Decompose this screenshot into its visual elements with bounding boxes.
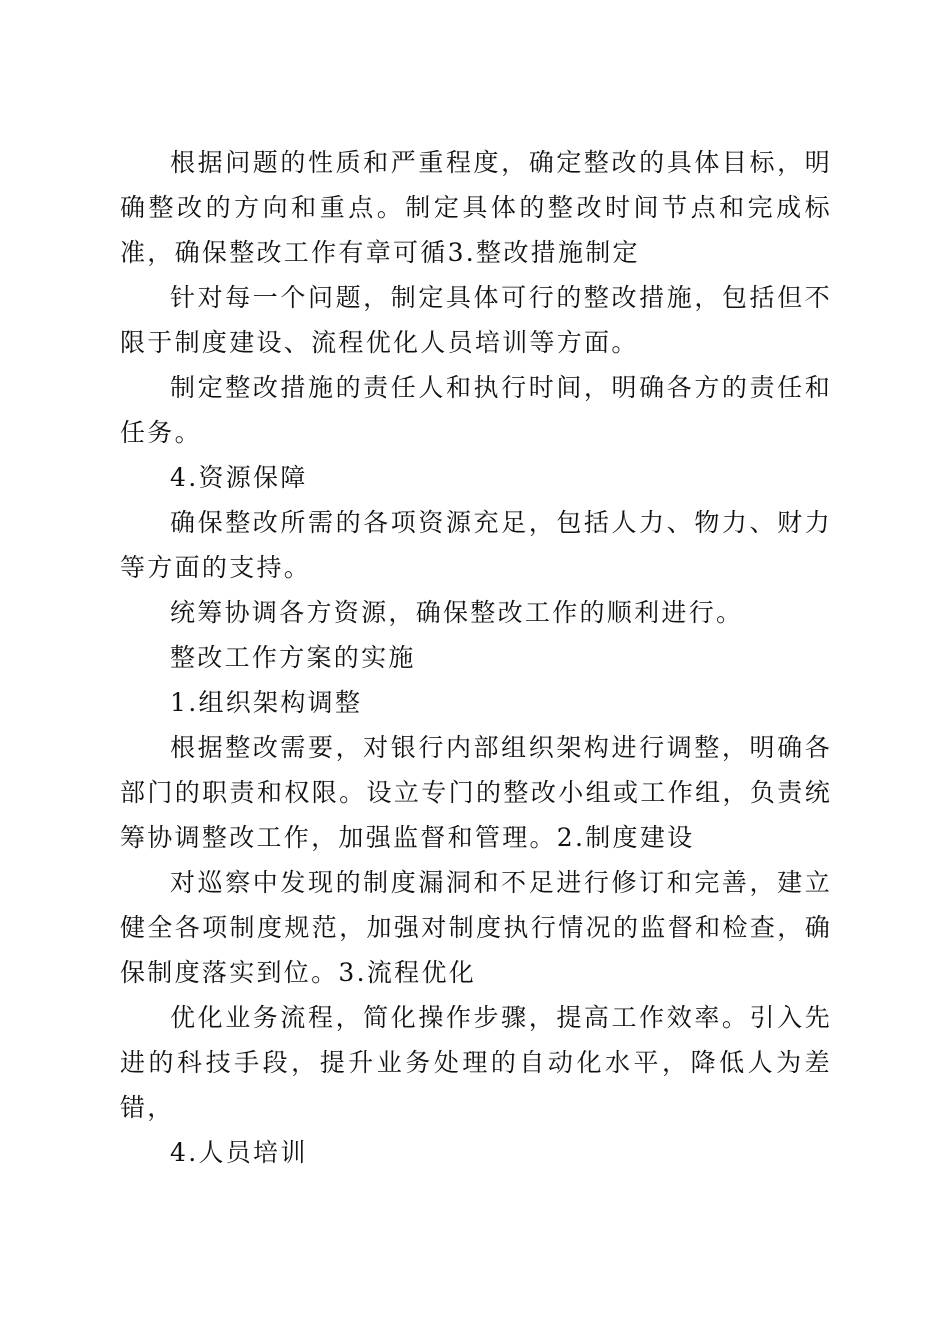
heading-staff-training: 4.人员培训 bbox=[170, 1138, 308, 1167]
heading-implementation: 整改工作方案的实施 bbox=[170, 643, 416, 672]
paragraph-resources: 确保整改所需的各项资源充足，包括人力、物力、财力等方面的支持。 bbox=[120, 508, 832, 582]
paragraph-process-optimization: 优化业务流程，简化操作步骤，提高工作效率。引入先进的科技手段，提升业务处理的自动化水平，降低人为差错， bbox=[120, 1003, 832, 1122]
heading-org-structure: 1.组织架构调整 bbox=[170, 688, 363, 717]
paragraph-goals: 根据问题的性质和严重程度，确定整改的具体目标，明确整改的方向和重点。制定具体的整改时间节点和完成标准，确保整改工作有章可循3.整改措施制定 bbox=[120, 148, 832, 267]
paragraph-org-structure: 根据整改需要，对银行内部组织架构进行调整，明确各部门的职责和权限。设立专门的整改小组或工作组，负责统筹协调整改工作，加强监督和管理。2.制度建设 bbox=[120, 733, 832, 852]
paragraph-system-building: 对巡察中发现的制度漏洞和不足进行修订和完善，建立健全各项制度规范，加强对制度执行情况的监督和检查，确保制度落实到位。3.流程优化 bbox=[120, 868, 832, 987]
heading-resource-guarantee: 4.资源保障 bbox=[170, 463, 308, 492]
paragraph-coordination: 统筹协调各方资源，确保整改工作的顺利进行。 bbox=[170, 598, 744, 627]
document-body bbox=[120, 140, 832, 1175]
paragraph-responsibility: 制定整改措施的责任人和执行时间，明确各方的责任和任务。 bbox=[120, 373, 832, 447]
paragraph-measures: 针对每一个问题，制定具体可行的整改措施，包括但不限于制度建设、流程优化人员培训等方面。 bbox=[120, 283, 832, 357]
